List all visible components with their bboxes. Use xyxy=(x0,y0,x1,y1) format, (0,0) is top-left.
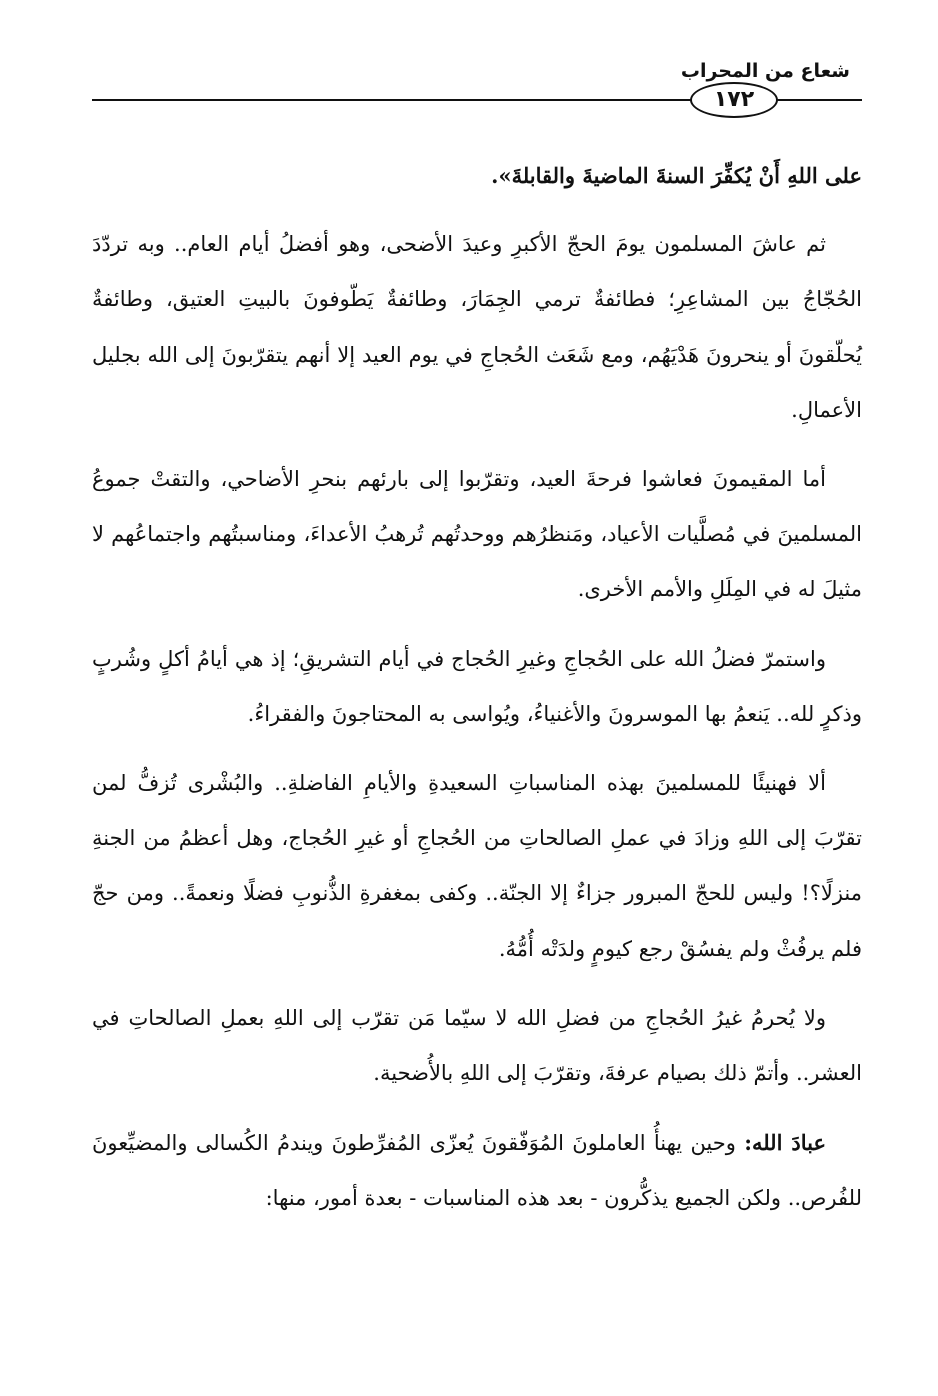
body-text xyxy=(92,148,862,1241)
page-number xyxy=(690,82,778,118)
running-title: شعاع من المحراب xyxy=(680,60,850,82)
paragraph-text: وحين يهنأُ العاملونَ المُوَفّقونَ يُعزّى المُفرِّطونَ ويندمُ الكُسالى والمضيِّعونَ للفُرص.. ولكن الجميع يذكُّرون - بعد هذه المناسبات - بعدة أمور، منها: xyxy=(92,1131,862,1211)
paragraph-continuation: على اللهِ أَنْ يُكفِّرَ السنةَ الماضيةَ والقابلةَ». xyxy=(491,163,862,188)
paragraph: أما المقيمونَ فعاشوا فرحةَ العيد، وتقرّبوا إلى بارئهم بنحرِ الأضاحي، والتقتْ جموعُ المسلمينَ في مُصلَّيات الأعياد، ومَنظرُهم ووحدتُهم تُرهبُ الأعداءَ، ومناسبتُهم واجتماعُهم لا مثيلَ له في المِلَلِ والأمم الأخرى. xyxy=(92,467,862,602)
paragraph: واستمرّ فضلُ الله على الحُجاجِ وغيرِ الحُجاج في أيام التشريقِ؛ إذ هي أيامُ أكلٍ وشُربٍ وذكرٍ لله.. يَنعمُ بها الموسرونَ والأغنياءُ، ويُواسى به المحتاجونَ والفقراءُ. xyxy=(92,646,862,726)
page-number-text: ١٧٢ xyxy=(713,87,755,112)
paragraph xyxy=(92,1115,862,1226)
paragraph: ألا فهنيئًا للمسلمينَ بهذه المناسباتِ السعيدةِ والأيامِ الفاضلةِ.. والبُشْرى تُزفُّ لمن تقرّبَ إلى اللهِ وزادَ في عملِ الصالحاتِ من الحُجاجِ أو غيرِ الحُجاج، وهل أعظمُ من الجنةِ منزلًا؟! وليس للحجّ المبرور جزاءٌ إلا الجنّة.. وكفى بمغفرةِ الذُّنوبِ فضلًا ونعمةً.. ومن حجّ فلم يرفُثْ ولم يفسُقْ رجع كيومٍ ولدَتْه أُمُّهُ. xyxy=(92,771,862,961)
paragraph-lead: عبادَ الله: xyxy=(744,1130,826,1156)
paragraph: ولا يُحرمُ غيرُ الحُجاجِ من فضلِ الله لا سيّما مَن تقرّب إلى اللهِ بعملِ الصالحاتِ في العشر.. وأتمّ ذلك بصيام عرفةَ، وتقرّبَ إلى اللهِ بالأُضحية. xyxy=(92,1005,862,1086)
paragraph: ثم عاشَ المسلمون يومَ الحجّ الأكبرِ وعيدَ الأضحى، وهو أفضلُ أيام العام.. وبه تردّدَ الحُجّاجُ بين المشاعِرِ؛ فطائفةٌ ترمي الجِمَارَ، وطائفةٌ يَطّوفونَ بالبيتِ العتيق، وطائفةٌ يُحلّقونَ أو ينحرونَ هَدْيَهُم، ومع شَعَث الحُجاجِ في يوم العيد إلا أنهم يتقرّبونَ إلى الله بجليل الأعمالِ. xyxy=(92,232,862,422)
